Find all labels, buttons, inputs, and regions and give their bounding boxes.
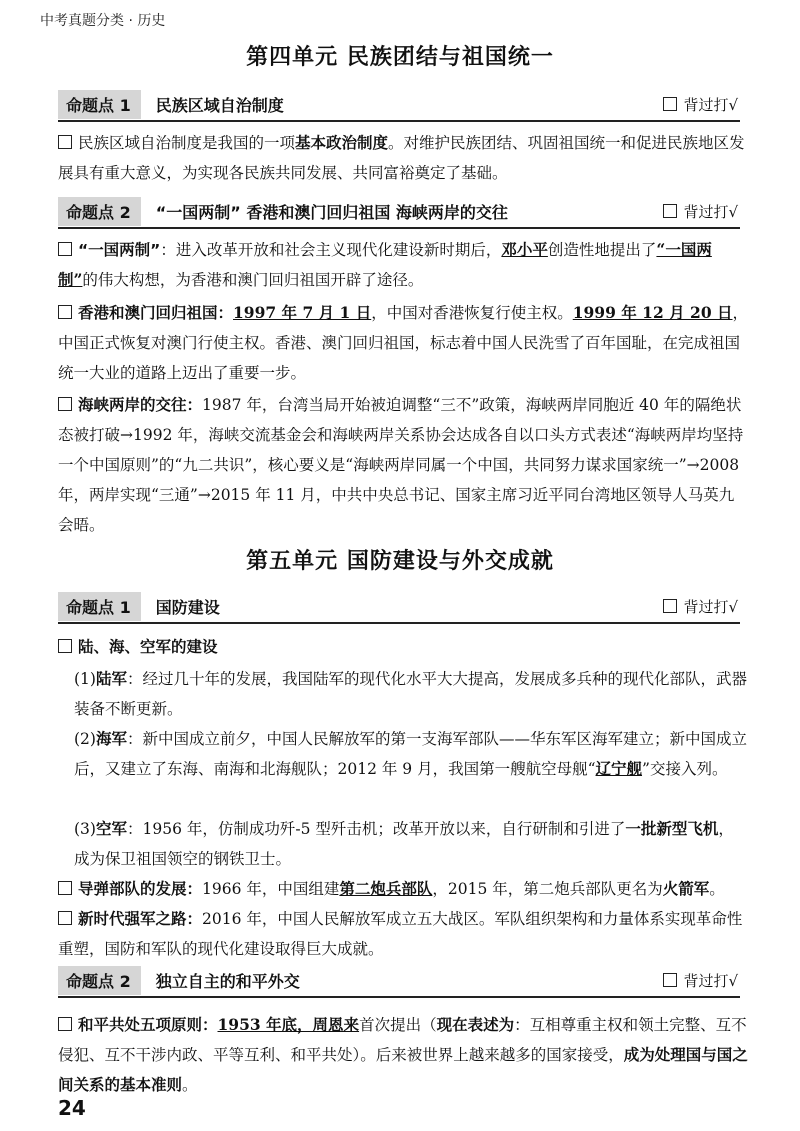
unit-5-title: 第五单元 国防建设与外交成就	[246, 549, 554, 574]
paragraph-u4-4	[58, 390, 748, 540]
keyword: “一国两制”	[58, 240, 712, 289]
recite-label: 背过打√	[683, 202, 738, 221]
topic-tag: 命题点 1	[58, 592, 144, 621]
topic-title: 独立自主的和平外交	[155, 971, 300, 991]
keyword: 海峡两岸的交往：	[78, 396, 203, 414]
keyword: 邓小平	[501, 240, 548, 259]
keyword: 基本政治制度	[295, 134, 389, 152]
text: ：互相尊重主权和领土完整、互不侵犯、互不干涉内政、平等互利、和平共处）。后来被世界上越来越多的国家接受，	[58, 1016, 747, 1064]
paragraph-u4-2	[58, 235, 748, 295]
topic-bar-u5-2	[58, 964, 740, 998]
item-number: (1)	[74, 670, 96, 688]
paragraph-u5-1	[58, 632, 748, 662]
keyword: 辽宁舰	[595, 759, 643, 778]
text: 。	[709, 880, 725, 898]
text: 的伟大构想，为香港和澳门回归祖国开辟了途径。	[82, 271, 424, 289]
checkbox-icon[interactable]	[58, 639, 72, 653]
paragraph-u5-3	[58, 904, 748, 964]
keyword: 现在表述为	[436, 1016, 515, 1034]
topic-bar-u5-1	[58, 590, 740, 624]
checkbox-icon[interactable]	[58, 1017, 72, 1031]
item-number: (2)	[74, 730, 96, 748]
text: 。对维护民族团结、巩固祖国统一和促进民族地区发展具有重大意义，为实现各民族共同发展、共同富裕奠定了基础。	[58, 134, 745, 182]
text: 1987 年，台湾当局开始被迫调整“三不”政策，海峡两岸同胞近 40 年的隔绝状态被打破→1992 年，海峡交流基金会和海峡两岸关系协会达成各自以口头方式表述“海峡两岸均坚持一个中国原则”的“九二共识”，核心要义是“海峡两岸同属一个中国，共同努力谋求国家统一”→2008 年，两岸实现“三通”→2015 年 11 月，中共中央总书记、国家主席习近平同台湾地区领导人马英九会晤。	[58, 396, 744, 534]
paragraph-u5-4	[58, 1010, 748, 1100]
checkbox-icon[interactable]	[58, 305, 72, 319]
keyword: 香港和澳门回归祖国：	[78, 304, 234, 322]
topic-bar-u4-1	[58, 88, 740, 122]
checkbox-icon[interactable]	[663, 97, 677, 111]
keyword: 陆、海、空军的建设	[78, 638, 218, 656]
air-force-item	[74, 814, 748, 874]
keyword: 新时代强军之路：	[78, 910, 203, 928]
keyword: 海军	[95, 730, 127, 748]
text: ，2015 年，第二炮兵部队更名为	[432, 880, 663, 898]
topic-tag: 命题点 2	[58, 197, 144, 226]
text: 。	[182, 1076, 198, 1094]
keyword: 导弹部队的发展：	[78, 880, 203, 898]
text: ，成为保卫祖国领空的钢铁卫士。	[74, 820, 734, 868]
text: 民族区域自治制度是我国的一项	[78, 134, 296, 152]
recite-checkbox[interactable]	[663, 201, 738, 222]
page-number: 24	[58, 1096, 86, 1120]
text: 2016 年，中国人民解放军成立五大战区。军队组织架构和力量体系实现革命性重塑，国防和军队的现代化建设取得巨大成就。	[58, 910, 743, 958]
recite-checkbox[interactable]	[663, 596, 738, 617]
army-item	[74, 664, 748, 724]
checkbox-icon[interactable]	[663, 973, 677, 987]
keyword: 陆军	[95, 670, 127, 688]
keyword: 和平共处五项原则：	[78, 1016, 218, 1034]
keyword: 第二炮兵部队	[339, 879, 433, 898]
paragraph-u4-3	[58, 298, 748, 388]
date: 1999 年 12 月 20 日	[572, 303, 733, 322]
text: ：进入改革开放和社会主义现代化建设新时期后，	[160, 241, 502, 259]
book-title: 中考真题分类 · 历史	[40, 13, 166, 29]
topic-title: “一国两制” 香港和澳门回归祖国 海峡两岸的交往	[155, 202, 508, 222]
checkbox-icon[interactable]	[58, 911, 72, 925]
checkbox-icon[interactable]	[663, 204, 677, 218]
topic-title: 民族区域自治制度	[155, 95, 284, 115]
topic-tag: 命题点 1	[58, 90, 144, 119]
keyword: 一批新型飞机	[625, 820, 719, 838]
checkbox-icon[interactable]	[58, 242, 72, 256]
paragraph-u5-2	[58, 874, 748, 904]
paragraph-u4-1	[58, 128, 748, 188]
recite-label: 背过打√	[683, 597, 738, 616]
text: ”交接入列。	[642, 760, 728, 778]
text: ：新中国成立前夕，中国人民解放军的第一支海军部队——华东军区海军建立；新中国成立后，又建立了东海、南海和北海舰队；2012 年 9 月，我国第一艘航空母舰“	[74, 730, 747, 778]
recite-checkbox[interactable]	[663, 970, 738, 991]
checkbox-icon[interactable]	[663, 599, 677, 613]
keyword: “一国两制”	[78, 241, 161, 259]
text: ，中国对香港恢复行使主权。	[371, 304, 573, 322]
keyword: 1953 年底，周恩来	[217, 1015, 360, 1034]
keyword: 空军	[95, 820, 127, 838]
topic-tag: 命题点 2	[58, 966, 144, 995]
navy-item	[74, 724, 748, 784]
checkbox-icon[interactable]	[58, 881, 72, 895]
keyword: 火箭军	[662, 880, 710, 898]
text: ：1956 年，仿制成功歼-5 型歼击机；改革开放以来，自行研制和引进了	[126, 820, 626, 838]
checkbox-icon[interactable]	[58, 135, 72, 149]
text: 1966 年，中国组建	[202, 880, 340, 898]
text: 创造性地提出了	[547, 241, 657, 259]
recite-label: 背过打√	[683, 971, 738, 990]
topic-title: 国防建设	[155, 597, 220, 617]
date: 1997 年 7 月 1 日	[233, 303, 372, 322]
text: ：经过几十年的发展，我国陆军的现代化水平大大提高，发展成多兵种的现代化部队，武器装备不断更新。	[74, 670, 747, 718]
recite-label: 背过打√	[683, 95, 738, 114]
text: 首次提出（	[359, 1016, 437, 1034]
keyword: 成为处理国与国之间关系的基本准则	[58, 1046, 748, 1094]
checkbox-icon[interactable]	[58, 397, 72, 411]
topic-bar-u4-2	[58, 195, 740, 229]
recite-checkbox[interactable]	[663, 94, 738, 115]
text: ，中国正式恢复对澳门行使主权。香港、澳门回归祖国，标志着中国人民洗雪了百年国耻，在完成祖国统一大业的道路上迈出了重要一步。	[58, 304, 749, 382]
unit-4-title: 第四单元 民族团结与祖国统一	[246, 45, 554, 70]
item-number: (3)	[74, 820, 96, 838]
